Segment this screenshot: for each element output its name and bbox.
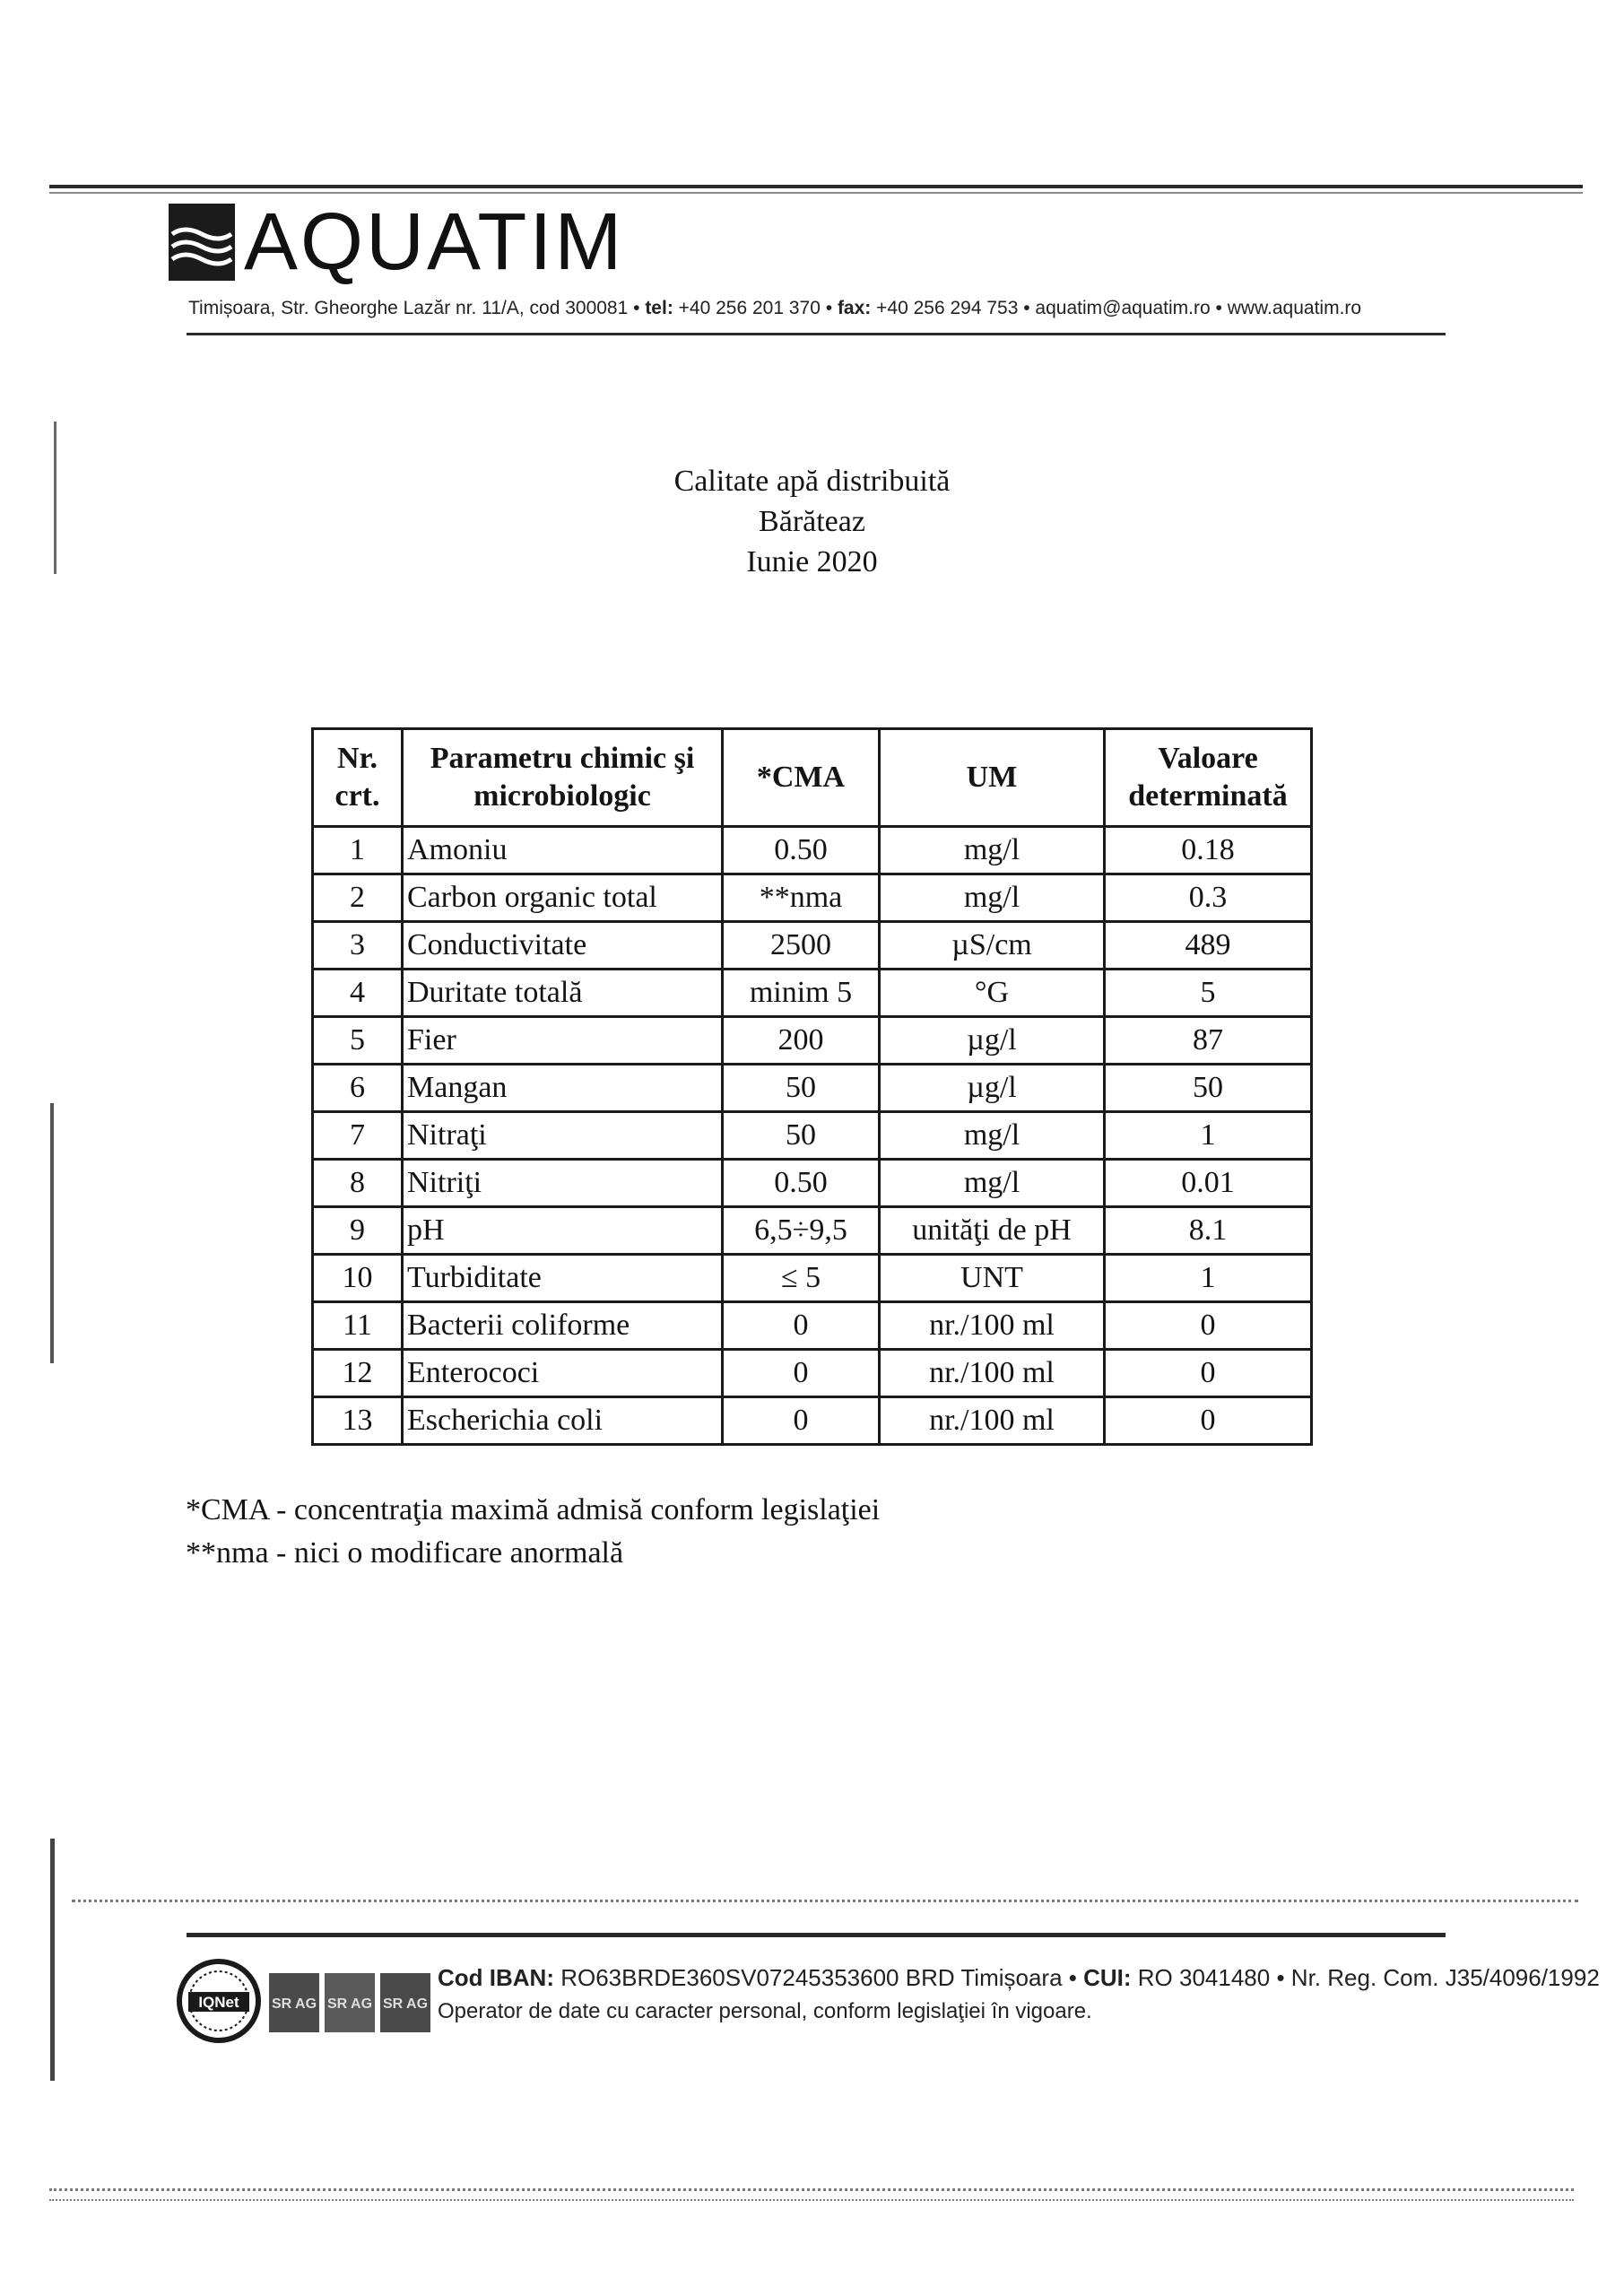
cell-value: 1 (1105, 1112, 1312, 1160)
cell-parameter: Turbiditate (403, 1255, 723, 1302)
cell-cma: 0 (723, 1350, 880, 1397)
cell-nr: 11 (313, 1302, 403, 1350)
table-header-row (313, 729, 1312, 827)
col-header-parameter-line1: Parametru chimic şi (430, 741, 695, 775)
cell-um: unităţi de pH (880, 1207, 1105, 1255)
cell-parameter: Nitraţi (403, 1112, 723, 1160)
cell-um: µg/l (880, 1017, 1105, 1065)
cell-cma: ≤ 5 (723, 1255, 880, 1302)
table-row (313, 827, 1312, 874)
cell-value: 50 (1105, 1065, 1312, 1112)
col-header-um: UM (880, 729, 1105, 827)
col-header-value-line1: Valoare (1158, 741, 1258, 775)
fax: +40 256 294 753 (876, 298, 1019, 318)
cell-parameter: Escherichia coli (403, 1397, 723, 1445)
table-row (313, 922, 1312, 970)
cell-cma: minim 5 (723, 970, 880, 1017)
cell-nr: 1 (313, 827, 403, 874)
cell-value: 5 (1105, 970, 1312, 1017)
aquatim-logo (169, 199, 624, 285)
cell-value: 489 (1105, 922, 1312, 970)
cell-parameter: Fier (403, 1017, 723, 1065)
table-row (313, 970, 1312, 1017)
header-top-rule-shadow (49, 192, 1583, 194)
tel: +40 256 201 370 (678, 298, 821, 318)
badge-text: SR AG (326, 1996, 373, 2012)
footnote-nma: **nma - nici o modificare anormală (186, 1536, 624, 1570)
cell-cma: 0 (723, 1302, 880, 1350)
cell-parameter: Enterococi (403, 1350, 723, 1397)
cell-um: µg/l (880, 1065, 1105, 1112)
table-row (313, 1065, 1312, 1112)
table-row (313, 1350, 1312, 1397)
cell-nr: 13 (313, 1397, 403, 1445)
bottom-dotted-rule (49, 2188, 1574, 2191)
address: Timișoara, Str. Gheorghe Lazăr nr. 11/A, cod 300081 (188, 298, 629, 318)
col-header-nr-line2: crt. (334, 779, 380, 813)
table-row (313, 1207, 1312, 1255)
cell-value: 0.3 (1105, 874, 1312, 922)
cell-value: 87 (1105, 1017, 1312, 1065)
cell-nr: 10 (313, 1255, 403, 1302)
cell-value: 0 (1105, 1350, 1312, 1397)
tel-label: tel: (645, 298, 673, 318)
cell-value: 0 (1105, 1397, 1312, 1445)
cell-parameter: Mangan (403, 1065, 723, 1112)
iban: RO63BRDE360SV07245353600 BRD Timișoara (560, 1964, 1063, 1991)
cell-nr: 3 (313, 922, 403, 970)
contact-line: Timișoara, Str. Gheorghe Lazăr nr. 11/A, cod 300081 • tel: +40 256 201 370 • fax: +40 256 294 753 • aquatim@aquatim.ro • www.aquatim.ro (188, 298, 1362, 318)
badge-text: SR AG (271, 1996, 317, 2012)
footer-top-rule (187, 1933, 1446, 1937)
cell-cma: 0.50 (723, 1160, 880, 1207)
col-header-nr-line1: Nr. (336, 741, 378, 775)
cell-nr: 6 (313, 1065, 403, 1112)
email-link[interactable]: aquatim@aquatim.ro (1035, 298, 1211, 318)
cell-um: UNT (880, 1255, 1105, 1302)
cell-cma: 50 (723, 1112, 880, 1160)
footer-data-operator-line: Operator de date cu caracter personal, conform legislaţiei în vigoare. (438, 1999, 1092, 2023)
cell-parameter: Bacterii coliforme (403, 1302, 723, 1350)
cell-um: mg/l (880, 827, 1105, 874)
table-row (313, 1017, 1312, 1065)
cell-cma: 0.50 (723, 827, 880, 874)
cell-cma: **nma (723, 874, 880, 922)
cell-cma: 2500 (723, 922, 880, 970)
water-quality-table (311, 727, 1313, 1446)
col-header-parameter (403, 729, 723, 827)
scan-mark-left (50, 1839, 55, 2081)
cell-parameter: Nitriţi (403, 1160, 723, 1207)
header-top-rule (49, 185, 1583, 188)
period-title: Iunie 2020 (746, 545, 878, 578)
water-waves-icon (169, 204, 235, 281)
website-link[interactable]: www.aquatim.ro (1227, 298, 1362, 318)
cell-um: mg/l (880, 874, 1105, 922)
cell-um: mg/l (880, 1112, 1105, 1160)
sr-ag-certification-badges-icon (269, 1968, 434, 2038)
cell-parameter: Carbon organic total (403, 874, 723, 922)
location-title: Bărăteaz (759, 505, 865, 538)
bottom-dotted-rule (49, 2199, 1574, 2201)
cell-um: nr./100 ml (880, 1397, 1105, 1445)
reg-com: Nr. Reg. Com. J35/4096/1992 (1290, 1964, 1600, 1991)
table-row (313, 1112, 1312, 1160)
col-header-value (1105, 729, 1312, 827)
cell-parameter: Duritate totală (403, 970, 723, 1017)
scan-mark-left (50, 1103, 54, 1363)
col-header-parameter-line2: microbiologic (473, 779, 651, 813)
cui-label: CUI: (1083, 1964, 1132, 1991)
col-header-value-line2: determinată (1128, 779, 1288, 813)
iban-label: Cod IBAN: (438, 1964, 554, 1991)
col-header-nr (313, 729, 403, 827)
cell-cma: 0 (723, 1397, 880, 1445)
cell-value: 0.18 (1105, 827, 1312, 874)
cell-um: nr./100 ml (880, 1302, 1105, 1350)
cell-cma: 50 (723, 1065, 880, 1112)
cell-nr: 4 (313, 970, 403, 1017)
cell-um: °G (880, 970, 1105, 1017)
cell-um: mg/l (880, 1160, 1105, 1207)
cell-nr: 2 (313, 874, 403, 922)
table-row (313, 1397, 1312, 1445)
cell-parameter: pH (403, 1207, 723, 1255)
cell-nr: 7 (313, 1112, 403, 1160)
header-bottom-rule (187, 333, 1446, 335)
cell-value: 8.1 (1105, 1207, 1312, 1255)
iqnet-certification-icon (176, 1958, 262, 2044)
footnote-cma: *CMA - concentraţia maximă admisă conform legislaţiei (186, 1493, 881, 1526)
cui: RO 3041480 (1137, 1964, 1271, 1991)
table-row (313, 1302, 1312, 1350)
table-row (313, 874, 1312, 922)
fax-label: fax: (837, 298, 872, 318)
document-title: Calitate apă distribuită (673, 465, 951, 498)
footer-company-line: Cod IBAN: RO63BRDE360SV07245353600 BRD Timișoara • CUI: RO 3041480 • Nr. Reg. Com. J35/4096/1992 (438, 1964, 1600, 1991)
logo-text: AQUATIM (244, 197, 625, 287)
cell-nr: 5 (313, 1017, 403, 1065)
cell-cma: 6,5÷9,5 (723, 1207, 880, 1255)
col-header-cma: *CMA (723, 729, 880, 827)
cell-parameter: Conductivitate (403, 922, 723, 970)
cell-value: 0.01 (1105, 1160, 1312, 1207)
table-row (313, 1255, 1312, 1302)
cell-nr: 8 (313, 1160, 403, 1207)
cell-value: 0 (1105, 1302, 1312, 1350)
footer-dotted-rule (72, 1900, 1578, 1902)
cell-cma: 200 (723, 1017, 880, 1065)
cell-nr: 12 (313, 1350, 403, 1397)
cell-um: nr./100 ml (880, 1350, 1105, 1397)
badge-text: SR AG (382, 1996, 429, 2012)
cell-um: µS/cm (880, 922, 1105, 970)
cell-value: 1 (1105, 1255, 1312, 1302)
cell-nr: 9 (313, 1207, 403, 1255)
table-row (313, 1160, 1312, 1207)
cell-parameter: Amoniu (403, 827, 723, 874)
cert-logo-text: IQNet (198, 1994, 239, 2011)
